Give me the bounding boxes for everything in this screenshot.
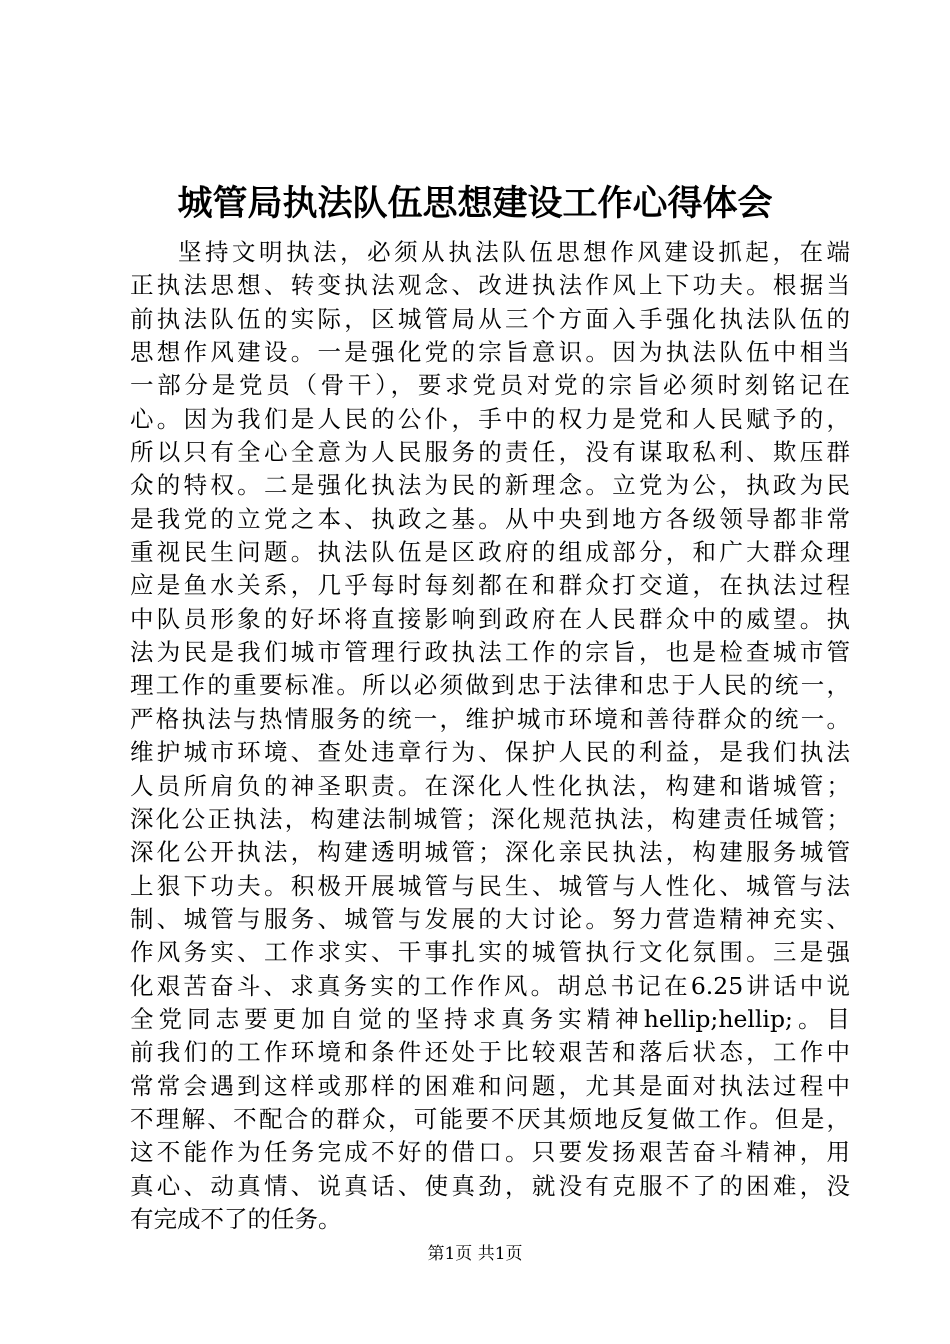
document-body [130, 236, 850, 1236]
paragraph-line: 是我党的立党之本、执政之基。从中央到地方各级领导都非常 [130, 504, 850, 533]
paragraph-line: 前我们的工作环境和条件还处于比较艰苦和落后状态，工作中 [130, 1038, 850, 1067]
paragraph-line: 坚持文明执法，必须从执法队伍思想作风建设抓起，在端 [178, 238, 850, 266]
paragraph-line: 正执法思想、转变执法观念、改进执法作风上下功夫。根据当 [130, 271, 850, 300]
paragraph-line: 深化公正执法，构建法制城管；深化规范执法，构建责任城管； [130, 804, 850, 833]
paragraph-line: 前执法队伍的实际，区城管局从三个方面入手强化执法队伍的 [130, 304, 850, 333]
paragraph-line: 真心、动真情、说真话、使真劲，就没有克服不了的困难，没 [130, 1171, 850, 1200]
document-title: 城管局执法队伍思想建设工作心得体会 [177, 183, 773, 224]
paragraph-line: 深化公开执法，构建透明城管；深化亲民执法，构建服务城管 [130, 838, 850, 867]
paragraph-line: 这不能作为任务完成不好的借口。只要发扬艰苦奋斗精神，用 [130, 1138, 850, 1167]
paragraph-line: 维护城市环境、查处违章行为、保护人民的利益，是我们执法 [130, 738, 850, 767]
paragraph-line: 全党同志要更加自觉的坚持求真务实精神hellip;hellip;。目 [130, 1004, 850, 1033]
paragraph-line: 所以只有全心全意为人民服务的责任，没有谋取私利、欺压群 [130, 438, 850, 467]
page-footer: 第1页 共1页 [427, 1244, 523, 1264]
paragraph-line: 中队员形象的好坏将直接影响到政府在人民群众中的威望。执 [130, 604, 850, 633]
paragraph-line: 常常会遇到这样或那样的困难和问题，尤其是面对执法过程中 [130, 1071, 850, 1100]
paragraph-line: 重视民生问题。执法队伍是区政府的组成部分，和广大群众理 [130, 538, 850, 567]
paragraph-line: 作风务实、工作求实、干事扎实的城管执行文化氛围。三是强 [130, 938, 850, 967]
paragraph-line: 人员所肩负的神圣职责。在深化人性化执法，构建和谐城管； [130, 771, 850, 800]
paragraph-line: 法为民是我们城市管理行政执法工作的宗旨，也是检查城市管 [130, 638, 850, 667]
paragraph-line: 有完成不了的任务。 [130, 1204, 342, 1233]
paragraph-line: 制、城管与服务、城管与发展的大讨论。努力营造精神充实、 [130, 904, 850, 933]
paragraph-line: 思想作风建设。一是强化党的宗旨意识。因为执法队伍中相当 [130, 338, 850, 367]
paragraph-line: 心。因为我们是人民的公仆，手中的权力是党和人民赋予的， [130, 404, 850, 433]
paragraph-line: 化艰苦奋斗、求真务实的工作作风。胡总书记在6.25讲话中说 [130, 971, 850, 1000]
paragraph-line: 严格执法与热情服务的统一，维护城市环境和善待群众的统一。 [130, 704, 850, 733]
paragraph-line: 理工作的重要标准。所以必须做到忠于法律和忠于人民的统一， [130, 671, 850, 700]
paragraph-line: 应是鱼水关系，几乎每时每刻都在和群众打交道，在执法过程 [130, 571, 850, 600]
paragraph-line: 不理解、不配合的群众，可能要不厌其烦地反复做工作。但是， [130, 1104, 850, 1133]
paragraph-line: 众的特权。二是强化执法为民的新理念。立党为公，执政为民 [130, 471, 850, 500]
paragraph-line: 一部分是党员（骨干），要求党员对党的宗旨必须时刻铭记在 [130, 371, 850, 400]
paragraph-line: 上狠下功夫。积极开展城管与民生、城管与人性化、城管与法 [130, 871, 850, 900]
